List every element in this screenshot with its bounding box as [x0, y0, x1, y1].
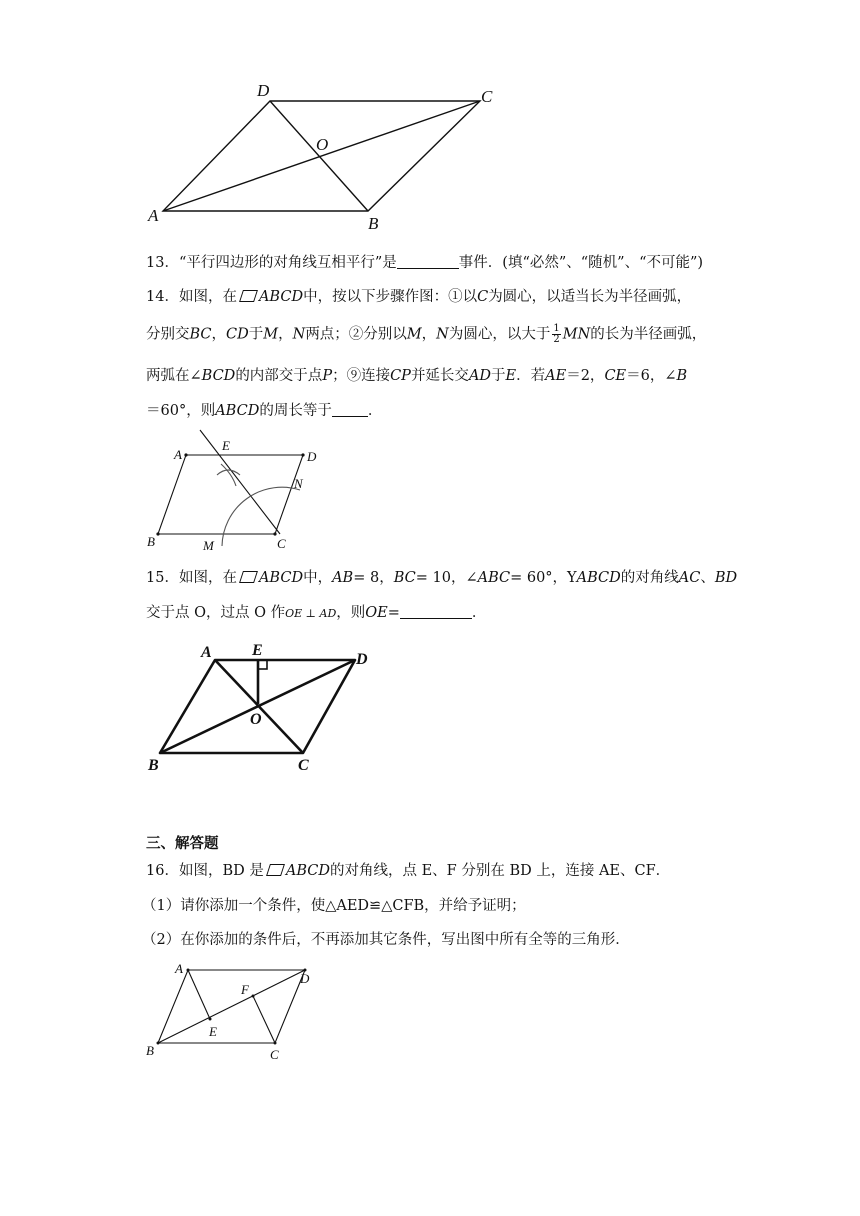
label-a: A [148, 206, 159, 225]
question-14-line-2: 分别交BC，CD于M，N两点；②分别以M，N为圆心，以大于 $\frac{1}{2}$ MN的长为半径画弧， [146, 323, 707, 345]
question-15-line-1: 15．如图，在 ABCD中，AB= 8，BC= 10，∠ABC= 60°，YABCD的对角线AC、BD [146, 570, 738, 586]
label-c: C [270, 1047, 279, 1062]
question-14-line-3: 两弧在∠BCD的内部交于点P；⑨连接CP并延长交AD于E．若AE＝2，CE＝6，∠B [146, 368, 688, 384]
figure-parallelogram-ef [140, 958, 330, 1068]
label-b: B [368, 214, 379, 233]
label-d: D [300, 971, 310, 986]
figure-parallelogram-abcd-o [140, 76, 510, 236]
label-d: D [307, 449, 317, 464]
label-e: E [222, 438, 230, 453]
label-d: D [356, 651, 368, 668]
parallelogram-symbol [266, 864, 285, 876]
question-15-line-2: 交于点 O，过点 O 作OE ⊥ AD，则OE= ． [146, 605, 487, 621]
question-number: 15． [146, 570, 179, 586]
question-number: 16． [146, 863, 179, 879]
fraction-one-half: $\frac{1}{2}$ [553, 323, 560, 345]
segment-ae [188, 970, 210, 1019]
question-number: 14． [146, 289, 179, 305]
answer-blank[interactable] [397, 254, 459, 269]
label-o: O [316, 135, 329, 154]
label-c: C [277, 536, 286, 551]
diagonal-ac [163, 101, 480, 211]
label-b: B [146, 1043, 154, 1058]
label-b: B [147, 534, 155, 549]
question-16-part-2: （2）在你添加的条件后，不再添加其它条件，写出图中所有全等的三角形． [142, 932, 630, 948]
label-o: O [250, 711, 262, 728]
label-b: B [148, 757, 159, 774]
figure-parallelogram-oe [140, 640, 380, 776]
question-number: 13． [146, 255, 179, 271]
label-m: M [203, 538, 214, 553]
answer-blank[interactable] [400, 604, 472, 619]
label-c: C [298, 757, 309, 774]
question-16-part-1: （1）请你添加一个条件，使△AED≌△CFB，并给予证明； [142, 898, 526, 914]
question-13: 13．“平行四边形的对角线互相平行”是 事件．(填“必然”、“随机”、“不可能”) [146, 255, 704, 271]
diagonal-bd [158, 970, 305, 1043]
parallelogram-outline [158, 455, 303, 534]
question-16-line-1: 16．如图，BD 是 ABCD的对角线，点 E、F 分别在 BD 上，连接 AE、CF． [146, 863, 671, 879]
label-a: A [201, 644, 212, 661]
figure-construction-abcd [140, 428, 340, 558]
question-14-line-4: ＝60°，则ABCD的周长等于 ． [146, 403, 383, 419]
parallelogram-symbol [239, 290, 258, 302]
label-e: E [252, 642, 263, 659]
label-a: A [175, 961, 183, 976]
right-angle-mark [258, 660, 267, 669]
bisector-line-ce [200, 430, 280, 534]
label-d: D [257, 81, 270, 100]
label-n: N [294, 476, 303, 491]
label-f: F [241, 982, 249, 997]
section-title: 三、解答题 [146, 836, 219, 852]
label-a: A [174, 447, 182, 462]
answer-blank[interactable] [332, 402, 368, 417]
question-14-line-1: 14．如图，在 ABCD中，按以下步骤作图：①以C为圆心，以适当长为半径画弧， [146, 289, 692, 305]
diagonal-bd [270, 101, 368, 211]
parallelogram-symbol [239, 571, 258, 583]
segment-cf [253, 996, 275, 1043]
label-c: C [481, 87, 493, 106]
label-e: E [209, 1024, 217, 1039]
